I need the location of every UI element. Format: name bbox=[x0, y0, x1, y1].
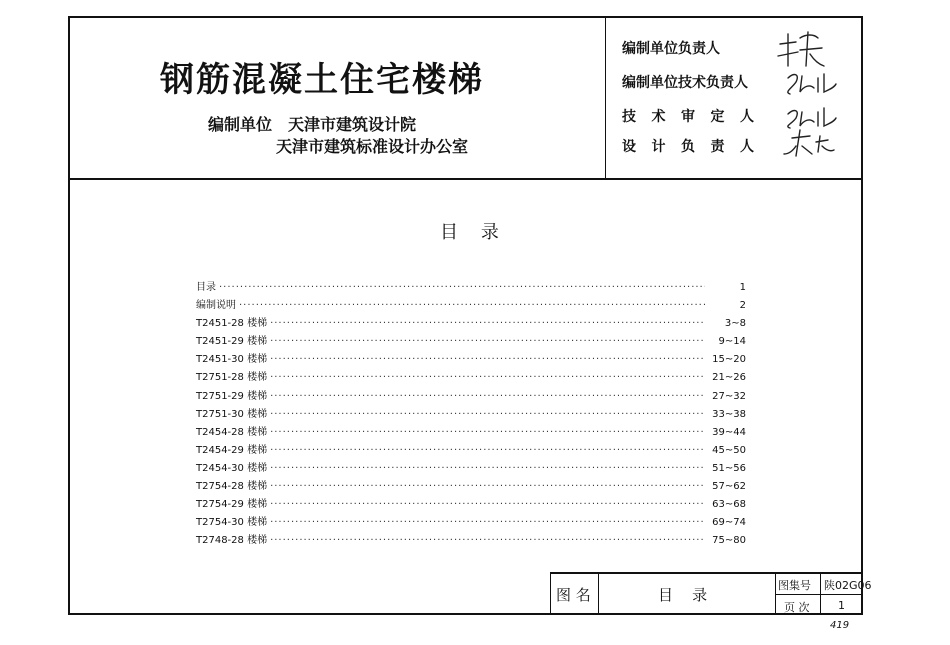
toc-row bbox=[196, 514, 746, 532]
header-column-divider bbox=[605, 16, 606, 179]
toc-entry-pages: 21~26 bbox=[712, 372, 746, 384]
toc-row bbox=[196, 315, 746, 333]
toc-entry-pages: 51~56 bbox=[712, 462, 746, 474]
toc-leader-dots bbox=[270, 496, 705, 514]
toc-entry-name: 目录 bbox=[196, 282, 216, 293]
toc-row bbox=[196, 279, 746, 297]
toc-row bbox=[196, 424, 746, 442]
toc-entry-name: T2751-30 楼梯 bbox=[196, 408, 268, 420]
toc-leader-dots bbox=[270, 388, 705, 406]
toc-row bbox=[196, 532, 746, 550]
toc-leader-dots bbox=[270, 315, 705, 333]
toc-entry-pages: 27~32 bbox=[712, 390, 746, 402]
toc-leader-dots bbox=[270, 369, 705, 387]
toc-entry-pages: 2 bbox=[739, 300, 746, 312]
role-label-reviewer: 技 术 审 定 人 bbox=[622, 109, 754, 125]
toc-leader-dots bbox=[270, 442, 705, 460]
toc-row bbox=[196, 478, 746, 496]
page-value: 1 bbox=[838, 599, 845, 612]
toc-leader-dots bbox=[270, 406, 705, 424]
toc-entry-pages: 39~44 bbox=[712, 426, 746, 438]
toc-entry-pages: 1 bbox=[739, 282, 746, 293]
org-line-1: 天津市建筑设计院 bbox=[288, 115, 417, 134]
toc-title: 目 录 bbox=[440, 222, 499, 243]
title-block-top-rule bbox=[550, 572, 863, 574]
toc-row bbox=[196, 333, 746, 351]
signatures-image bbox=[770, 26, 850, 166]
toc-leader-dots bbox=[219, 279, 705, 297]
toc-leader-dots bbox=[270, 333, 705, 351]
toc-entry-name: T2451-28 楼梯 bbox=[196, 318, 268, 330]
toc-leader-dots bbox=[239, 297, 705, 315]
toc-row bbox=[196, 388, 746, 406]
toc-row bbox=[196, 406, 746, 424]
title-block-name-value: 目 录 bbox=[658, 586, 708, 604]
page-number: 419 bbox=[830, 620, 850, 631]
toc-leader-dots bbox=[270, 460, 705, 478]
org-label: 编制单位 bbox=[208, 115, 273, 134]
toc-leader-dots bbox=[270, 424, 705, 442]
atlas-label: 图集号 bbox=[778, 579, 811, 592]
toc-entry-name: 编制说明 bbox=[196, 300, 236, 312]
role-label-chief: 编制单位负责人 bbox=[622, 41, 720, 57]
toc-row bbox=[196, 460, 746, 478]
role-label-tech-chief: 编制单位技术负责人 bbox=[622, 75, 748, 91]
toc-leader-dots bbox=[270, 351, 705, 369]
org-line-2: 天津市建筑标准设计办公室 bbox=[276, 137, 469, 156]
toc-entry-pages: 69~74 bbox=[712, 517, 746, 529]
page-label: 页 次 bbox=[784, 601, 810, 614]
toc-leader-dots bbox=[270, 532, 705, 550]
toc-row bbox=[196, 496, 746, 514]
atlas-value: 陕02G06 bbox=[824, 579, 872, 592]
toc-entry-name: T2748-28 楼梯 bbox=[196, 535, 268, 547]
title-block-name-label: 图 名 bbox=[556, 586, 591, 604]
toc-entry-pages: 57~62 bbox=[712, 481, 746, 493]
toc-entry-name: T2454-29 楼梯 bbox=[196, 444, 268, 456]
toc-entry-name: T2751-28 楼梯 bbox=[196, 372, 268, 384]
toc-entry-name: T2454-28 楼梯 bbox=[196, 426, 268, 438]
toc-entry-name: T2451-29 楼梯 bbox=[196, 336, 268, 348]
role-label-design-lead: 设 计 负 责 人 bbox=[622, 139, 754, 155]
toc-row bbox=[196, 351, 746, 369]
toc-row bbox=[196, 369, 746, 387]
toc-entry-pages: 15~20 bbox=[712, 354, 746, 366]
toc-row bbox=[196, 442, 746, 460]
toc-leader-dots bbox=[270, 478, 705, 496]
toc-entry-pages: 45~50 bbox=[712, 444, 746, 456]
toc-entry-pages: 3~8 bbox=[724, 318, 746, 330]
toc-entry-name: T2754-29 楼梯 bbox=[196, 499, 268, 511]
toc-entry-pages: 75~80 bbox=[712, 535, 746, 547]
toc-row bbox=[196, 297, 746, 315]
title-block-mid-rule bbox=[775, 594, 863, 595]
toc-entry-name: T2751-29 楼梯 bbox=[196, 390, 268, 402]
toc-list bbox=[196, 279, 746, 550]
toc-leader-dots bbox=[270, 514, 705, 532]
toc-entry-name: T2754-28 楼梯 bbox=[196, 481, 268, 493]
title-block-left-rule bbox=[550, 572, 551, 615]
toc-entry-pages: 63~68 bbox=[712, 499, 746, 511]
toc-entry-name: T2754-30 楼梯 bbox=[196, 517, 268, 529]
toc-entry-pages: 33~38 bbox=[712, 408, 746, 420]
toc-entry-pages: 9~14 bbox=[718, 336, 746, 348]
toc-entry-name: T2454-30 楼梯 bbox=[196, 462, 268, 474]
title-block-name-rule bbox=[598, 572, 599, 615]
document-title: 钢筋混凝土住宅楼梯 bbox=[160, 60, 484, 100]
header-divider bbox=[68, 178, 863, 180]
toc-entry-name: T2451-30 楼梯 bbox=[196, 354, 268, 366]
